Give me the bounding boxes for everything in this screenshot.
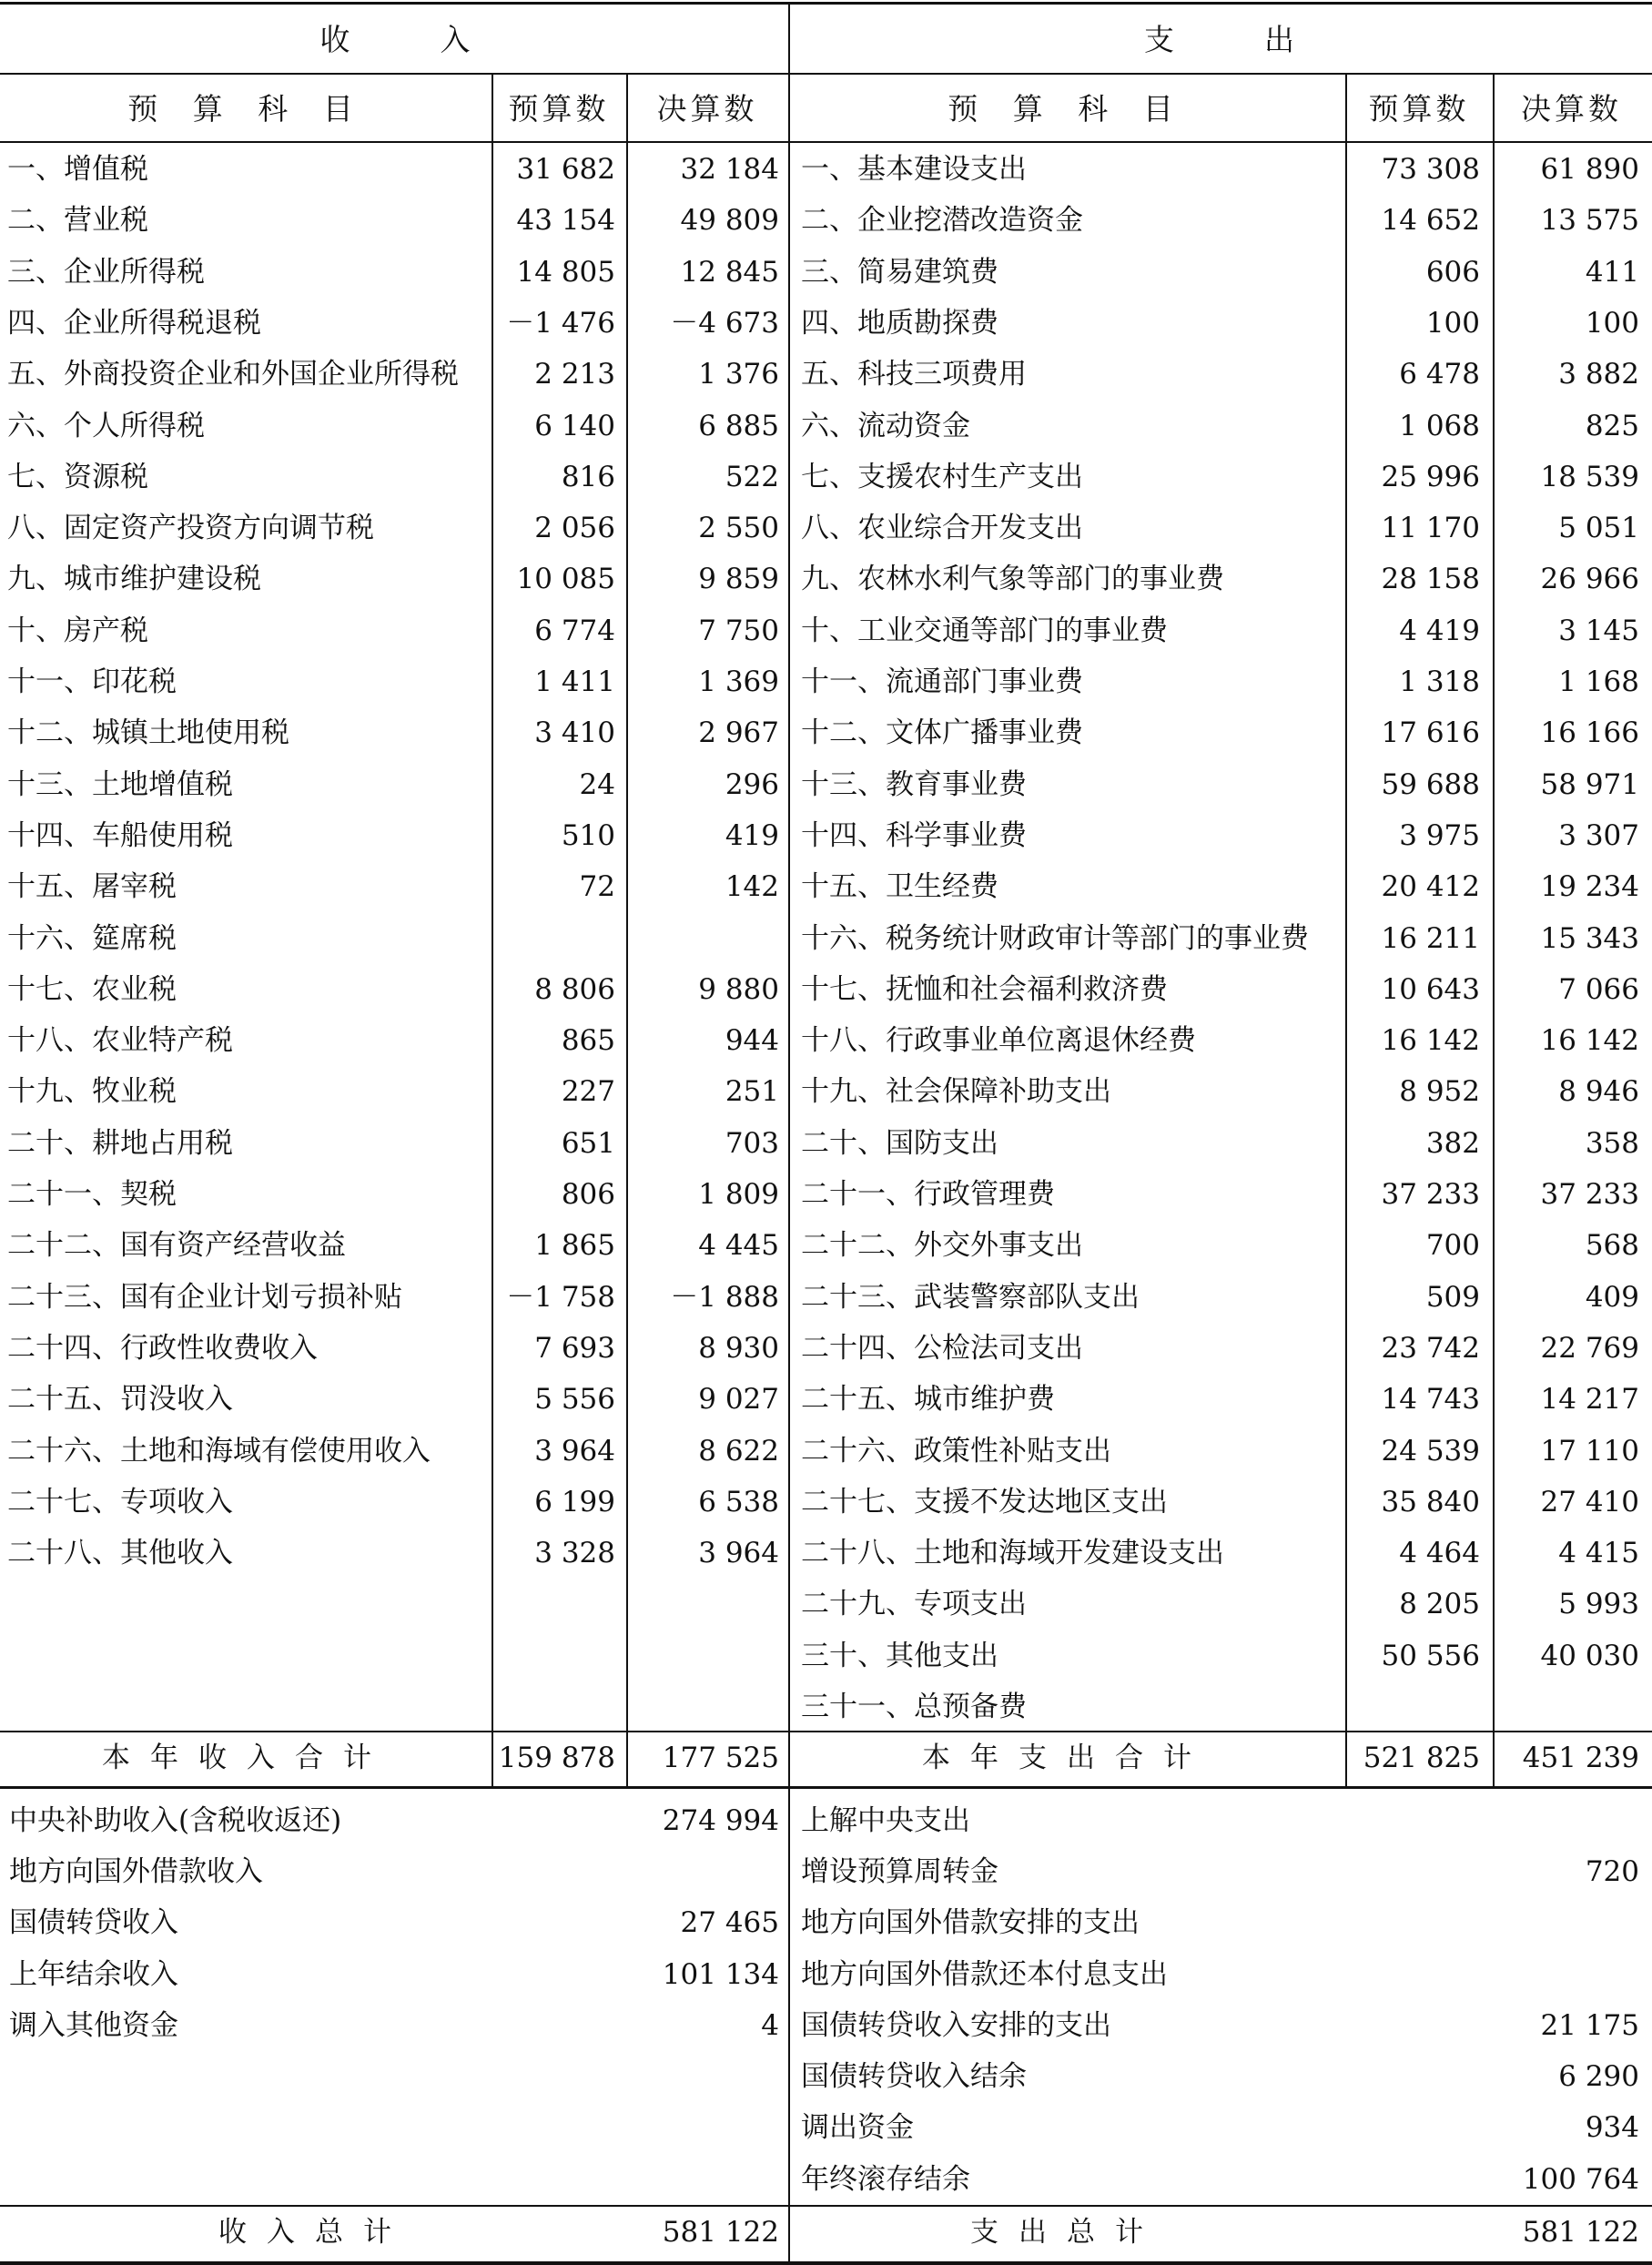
expense-item-final: 19 234	[1540, 870, 1639, 904]
expense-item-final: 15 343	[1540, 921, 1639, 955]
expense-item-final: 825	[1585, 409, 1639, 442]
expense-item-budget: 606	[1425, 255, 1480, 289]
income-item-name: 二十七、专项收入	[7, 1485, 233, 1518]
expense-other-value: 6 290	[1558, 2060, 1639, 2094]
expense-item-final: 26 966	[1540, 563, 1639, 596]
income-item-final	[626, 913, 779, 964]
income-item-name: 二十五、罚没收入	[7, 1383, 233, 1417]
expense-col-divider-2	[1493, 73, 1495, 1786]
expense-item-name: 四、地质勘探费	[801, 306, 998, 340]
expense-item-budget: 24 539	[1381, 1434, 1480, 1468]
expense-item-name: 七、支援农村生产支出	[801, 460, 1083, 493]
expense-item-budget: 23 742	[1381, 1331, 1480, 1365]
expense-item-final	[1493, 1681, 1639, 1732]
income-grand-total-label: 收入总计	[218, 2216, 411, 2249]
income-item-budget: 651	[561, 1126, 615, 1160]
expense-item-name: 二十八、土地和海域开发建设支出	[801, 1537, 1224, 1570]
expense-item-final: 411	[1585, 255, 1639, 289]
expense-item-name: 十七、抚恤和社会福利救济费	[801, 972, 1168, 1006]
expense-item-name: 二十七、支援不发达地区支出	[801, 1485, 1168, 1518]
income-item-final: 419	[725, 818, 779, 852]
income-other-name: 上年结余收入	[9, 1957, 178, 1991]
expense-item-final: 409	[1585, 1280, 1639, 1314]
expense-item-final: 4 415	[1558, 1537, 1639, 1570]
income-item-budget	[492, 1681, 615, 1732]
expense-item-name: 二十、国防支出	[801, 1126, 998, 1160]
income-item-name: 二十三、国有企业计划亏损补贴	[7, 1280, 402, 1314]
expense-item-name: 五、科技三项费用	[801, 358, 1027, 391]
expense-other-name: 调出资金	[801, 2111, 914, 2145]
expense-item-budget: 6 478	[1399, 358, 1480, 391]
income-item-final: 9 859	[698, 563, 779, 596]
income-item-name: 三、企业所得税	[7, 255, 205, 289]
income-item-final: 3 964	[698, 1537, 779, 1570]
expense-item-final: 100	[1585, 306, 1639, 340]
expense-item-budget: 14 743	[1381, 1383, 1480, 1417]
expense-total-label: 本年支出合计	[922, 1742, 1211, 1775]
expense-item-name: 二十六、政策性补贴支出	[801, 1434, 1111, 1468]
expense-other-value	[1345, 1795, 1639, 1846]
expense-item-budget: 73 308	[1381, 153, 1480, 186]
income-item-final: 522	[725, 460, 779, 493]
income-other-value	[626, 2051, 779, 2102]
expense-item-name: 十九、社会保障补助支出	[801, 1075, 1111, 1109]
income-item-final: －1 888	[670, 1280, 779, 1314]
expense-item-final: 3 145	[1558, 614, 1639, 647]
expense-final-header: 决算数	[1521, 91, 1622, 127]
income-item-budget: 806	[561, 1178, 615, 1211]
income-item-name: 六、个人所得税	[7, 409, 205, 442]
expense-total-budget: 521 825	[1363, 1742, 1480, 1775]
expense-item-budget: 100	[1425, 306, 1480, 340]
income-item-name: 十五、屠宰税	[7, 870, 177, 904]
income-item-name: 四、企业所得税退税	[7, 306, 261, 340]
expense-item-budget: 4 419	[1399, 614, 1480, 647]
expense-item-final: 568	[1585, 1229, 1639, 1263]
income-final-header: 决算数	[656, 91, 758, 127]
expense-item-name: 二十三、武装警察部队支出	[801, 1280, 1140, 1314]
expense-item-final: 8 946	[1558, 1075, 1639, 1109]
income-item-name	[7, 1630, 490, 1681]
income-item-name: 二十六、土地和海域有偿使用收入	[7, 1434, 431, 1468]
expense-other-name: 地方向国外借款安排的支出	[801, 1906, 1140, 1940]
income-item-name: 十二、城镇土地使用税	[7, 716, 289, 750]
income-other-value	[626, 2154, 779, 2205]
expense-item-final: 61 890	[1540, 153, 1639, 186]
expense-item-budget: 1 068	[1399, 409, 1480, 442]
income-item-budget: 1 865	[534, 1229, 615, 1263]
header-divider	[0, 73, 1652, 75]
income-item-name: 十四、车船使用税	[7, 818, 233, 852]
income-item-budget	[492, 1579, 615, 1630]
income-item-name: 十八、农业特产税	[7, 1024, 233, 1058]
income-item-final: 12 845	[680, 255, 779, 289]
income-item-name: 十六、筵席税	[7, 921, 177, 955]
expense-other-name: 上解中央支出	[801, 1803, 970, 1837]
income-item-final: 2 550	[698, 512, 779, 545]
expense-item-budget: 3 975	[1399, 818, 1480, 852]
expense-item-name: 十五、卫生经费	[801, 870, 998, 904]
income-other-name	[9, 2051, 635, 2102]
income-item-budget: 2 213	[534, 358, 615, 391]
expense-item-budget: 10 643	[1381, 972, 1480, 1006]
center-divider	[788, 2, 790, 2261]
expense-budget-header: 预算数	[1368, 91, 1470, 127]
expense-other-value: 21 175	[1540, 2008, 1639, 2042]
expense-item-final: 18 539	[1540, 460, 1639, 493]
expense-item-budget: 35 840	[1381, 1485, 1480, 1518]
income-item-name	[7, 1681, 490, 1732]
income-item-name: 二、营业税	[7, 204, 148, 238]
expense-item-name: 二、企业挖潜改造资金	[801, 204, 1083, 238]
income-item-name: 十一、印花税	[7, 665, 177, 698]
expense-item-budget: 28 158	[1381, 563, 1480, 596]
expense-other-name: 国债转贷收入安排的支出	[801, 2008, 1111, 2042]
expense-item-name: 十四、科学事业费	[801, 818, 1027, 852]
expense-item-budget: 11 170	[1381, 512, 1480, 545]
income-item-final: 1 369	[698, 665, 779, 698]
expense-item-budget: 50 556	[1381, 1639, 1480, 1672]
expense-other-name: 地方向国外借款还本付息支出	[801, 1957, 1168, 1991]
income-item-name: 十三、土地增值税	[7, 767, 233, 801]
income-header: 收 入	[319, 22, 471, 57]
income-item-final	[626, 1630, 779, 1681]
expense-col-divider-1	[1345, 73, 1347, 1786]
expense-item-final: 58 971	[1540, 767, 1639, 801]
income-item-name: 一、增值税	[7, 153, 148, 186]
income-other-name: 地方向国外借款收入	[9, 1854, 263, 1888]
income-grand-total-value: 581 122	[662, 2216, 779, 2249]
income-item-budget: 227	[561, 1075, 615, 1109]
expense-other-name: 国债转贷收入结余	[801, 2060, 1027, 2094]
income-item-budget: －1 758	[506, 1280, 615, 1314]
expense-total-final: 451 239	[1522, 1742, 1639, 1775]
income-other-name	[9, 2154, 635, 2205]
income-other-value: 274 994	[662, 1803, 779, 1837]
income-item-final: 1 376	[698, 358, 779, 391]
expense-other-value	[1345, 1897, 1639, 1948]
income-item-budget: 5 556	[534, 1383, 615, 1417]
income-item-budget: 7 693	[534, 1331, 615, 1365]
income-item-budget: 3 964	[534, 1434, 615, 1468]
income-item-final: 49 809	[680, 204, 779, 238]
income-item-final: 944	[725, 1024, 779, 1058]
income-budget-header: 预算数	[508, 91, 610, 127]
expense-item-final: 17 110	[1540, 1434, 1639, 1468]
income-col-divider-1	[492, 73, 493, 1786]
income-item-budget: 865	[561, 1024, 615, 1058]
income-item-final: 1 809	[698, 1178, 779, 1211]
income-item-name: 二十、耕地占用税	[7, 1126, 233, 1160]
expense-item-budget: 16 142	[1381, 1024, 1480, 1058]
expense-item-budget: 1 318	[1399, 665, 1480, 698]
income-item-final: 9 027	[698, 1383, 779, 1417]
income-item-budget: 43 154	[516, 204, 615, 238]
income-item-final: 6 885	[698, 409, 779, 442]
income-other-name: 中央补助收入(含税收返还)	[9, 1803, 342, 1837]
income-other-value	[626, 2102, 779, 2153]
income-item-budget: 6 774	[534, 614, 615, 647]
expense-item-budget: 37 233	[1381, 1178, 1480, 1211]
income-item-name: 五、外商投资企业和外国企业所得税	[7, 358, 459, 391]
expense-item-final: 13 575	[1540, 204, 1639, 238]
grand-total-rule	[0, 2205, 1652, 2207]
income-other-value: 101 134	[662, 1957, 779, 1991]
income-item-budget: 72	[579, 870, 615, 904]
income-item-final: 4 445	[698, 1229, 779, 1263]
expense-item-final: 27 410	[1540, 1485, 1639, 1518]
expense-item-name: 三十、其他支出	[801, 1639, 998, 1672]
expense-item-final: 3 307	[1558, 818, 1639, 852]
expense-item-name: 十二、文体广播事业费	[801, 716, 1083, 750]
income-item-name: 二十二、国有资产经营收益	[7, 1229, 346, 1263]
expense-item-name: 十一、流通部门事业费	[801, 665, 1083, 698]
income-total-final: 177 525	[662, 1742, 779, 1775]
income-other-value	[626, 1846, 779, 1897]
income-item-header: 预 算 科 目	[127, 91, 366, 127]
expense-item-name: 二十一、行政管理费	[801, 1178, 1055, 1211]
income-item-budget: 1 411	[534, 665, 615, 698]
income-item-final	[626, 1681, 779, 1732]
top-border	[0, 2, 1652, 5]
income-item-name: 十七、农业税	[7, 972, 177, 1006]
expense-item-name: 二十五、城市维护费	[801, 1383, 1055, 1417]
expense-item-final: 5 051	[1558, 512, 1639, 545]
income-col-divider-2	[626, 73, 628, 1786]
income-item-budget: 6 140	[534, 409, 615, 442]
expense-item-name: 八、农业综合开发支出	[801, 512, 1083, 545]
expense-item-name: 二十九、专项支出	[801, 1588, 1027, 1621]
expense-item-budget: 17 616	[1381, 716, 1480, 750]
expense-item-final: 14 217	[1540, 1383, 1639, 1417]
expense-item-name: 九、农林水利气象等部门的事业费	[801, 563, 1224, 596]
column-header-divider	[0, 141, 1652, 143]
income-item-budget: 14 805	[516, 255, 615, 289]
expense-item-final: 358	[1585, 1126, 1639, 1160]
expense-item-budget	[1345, 1681, 1480, 1732]
expense-item-final: 40 030	[1540, 1639, 1639, 1672]
income-other-value: 27 465	[680, 1906, 779, 1940]
income-item-name: 十、房产税	[7, 614, 148, 647]
income-item-final: 296	[725, 767, 779, 801]
income-item-name: 十九、牧业税	[7, 1075, 177, 1109]
income-item-final: 251	[725, 1075, 779, 1109]
expense-item-budget: 16 211	[1381, 921, 1480, 955]
expense-grand-total-label: 支出总计	[970, 2216, 1163, 2249]
income-item-budget: 3 328	[534, 1537, 615, 1570]
expense-item-name: 十三、教育事业费	[801, 767, 1027, 801]
expense-other-value	[1345, 1949, 1639, 2000]
income-item-budget: 31 682	[516, 153, 615, 186]
income-item-budget: 24	[579, 767, 615, 801]
expense-item-name: 十八、行政事业单位离退休经费	[801, 1024, 1196, 1058]
income-other-name: 调入其他资金	[9, 2008, 178, 2042]
income-item-final: 8 622	[698, 1434, 779, 1468]
income-item-final: 9 880	[698, 972, 779, 1006]
income-item-name	[7, 1579, 490, 1630]
income-item-name: 八、固定资产投资方向调节税	[7, 512, 374, 545]
expense-item-name: 一、基本建设支出	[801, 153, 1027, 186]
income-item-name: 二十一、契税	[7, 1178, 177, 1211]
expense-item-budget: 509	[1425, 1280, 1480, 1314]
income-item-final: 32 184	[680, 153, 779, 186]
expense-item-budget: 25 996	[1381, 460, 1480, 493]
income-item-name: 二十四、行政性收费收入	[7, 1331, 318, 1365]
income-item-final: 703	[725, 1126, 779, 1160]
income-item-name: 七、资源税	[7, 460, 148, 493]
income-item-final: 6 538	[698, 1485, 779, 1518]
income-item-final: －4 673	[670, 306, 779, 340]
expense-item-name: 三十一、总预备费	[801, 1691, 1027, 1723]
expense-other-value: 720	[1585, 1854, 1639, 1888]
income-item-budget: 510	[561, 818, 615, 852]
expense-item-final: 16 166	[1540, 716, 1639, 750]
expense-item-final: 5 993	[1558, 1588, 1639, 1621]
expense-item-budget: 59 688	[1381, 767, 1480, 801]
income-item-name: 二十八、其他收入	[7, 1537, 233, 1570]
income-item-budget: 8 806	[534, 972, 615, 1006]
expense-item-budget: 8 205	[1399, 1588, 1480, 1621]
income-item-budget: 3 410	[534, 716, 615, 750]
expense-item-final: 7 066	[1558, 972, 1639, 1006]
income-item-budget: 10 085	[516, 563, 615, 596]
expense-item-budget: 382	[1425, 1126, 1480, 1160]
expense-item-final: 37 233	[1540, 1178, 1639, 1211]
income-item-final: 142	[725, 870, 779, 904]
expense-header: 支 出	[1144, 22, 1294, 57]
income-other-name	[9, 2102, 635, 2153]
expense-item-budget: 8 952	[1399, 1075, 1480, 1109]
income-item-budget	[492, 913, 615, 964]
expense-item-name: 十六、税务统计财政审计等部门的事业费	[801, 921, 1309, 955]
expense-other-value: 934	[1585, 2111, 1639, 2145]
income-total-label: 本年收入合计	[102, 1742, 391, 1775]
income-item-final: 2 967	[698, 716, 779, 750]
income-item-name: 九、城市维护建设税	[7, 563, 261, 596]
expense-other-name: 增设预算周转金	[801, 1854, 998, 1888]
expense-other-name: 年终滚存结余	[801, 2162, 970, 2196]
income-item-budget: 2 056	[534, 512, 615, 545]
income-item-budget: －1 476	[506, 306, 615, 340]
expense-grand-total-value: 581 122	[1522, 2216, 1639, 2249]
expense-item-name: 二十四、公检法司支出	[801, 1331, 1083, 1365]
income-item-budget	[492, 1630, 615, 1681]
totals-bottom-rule	[0, 1786, 1652, 1789]
expense-item-final: 1 168	[1558, 665, 1639, 698]
income-total-budget: 159 878	[498, 1742, 615, 1775]
income-other-name: 国债转贷收入	[9, 1906, 178, 1940]
expense-item-budget: 700	[1425, 1229, 1480, 1263]
income-item-final: 7 750	[698, 614, 779, 647]
expense-item-name: 二十二、外交外事支出	[801, 1229, 1083, 1263]
expense-item-final: 3 882	[1558, 358, 1639, 391]
expense-item-header: 预 算 科 目	[948, 91, 1186, 127]
income-item-budget: 6 199	[534, 1485, 615, 1518]
expense-other-value: 100 764	[1522, 2162, 1639, 2196]
income-item-final: 8 930	[698, 1331, 779, 1365]
expense-item-budget: 20 412	[1381, 870, 1480, 904]
income-item-budget: 816	[561, 460, 615, 493]
expense-item-final: 22 769	[1540, 1331, 1639, 1365]
totals-top-rule	[0, 1731, 1652, 1732]
expense-item-name: 三、简易建筑费	[801, 255, 998, 289]
expense-item-final: 16 142	[1540, 1024, 1639, 1058]
expense-item-name: 十、工业交通等部门的事业费	[801, 614, 1168, 647]
income-other-value: 4	[761, 2008, 779, 2042]
expense-item-name: 六、流动资金	[801, 409, 970, 442]
income-item-final	[626, 1579, 779, 1630]
expense-item-budget: 4 464	[1399, 1537, 1480, 1570]
expense-item-budget: 14 652	[1381, 204, 1480, 238]
